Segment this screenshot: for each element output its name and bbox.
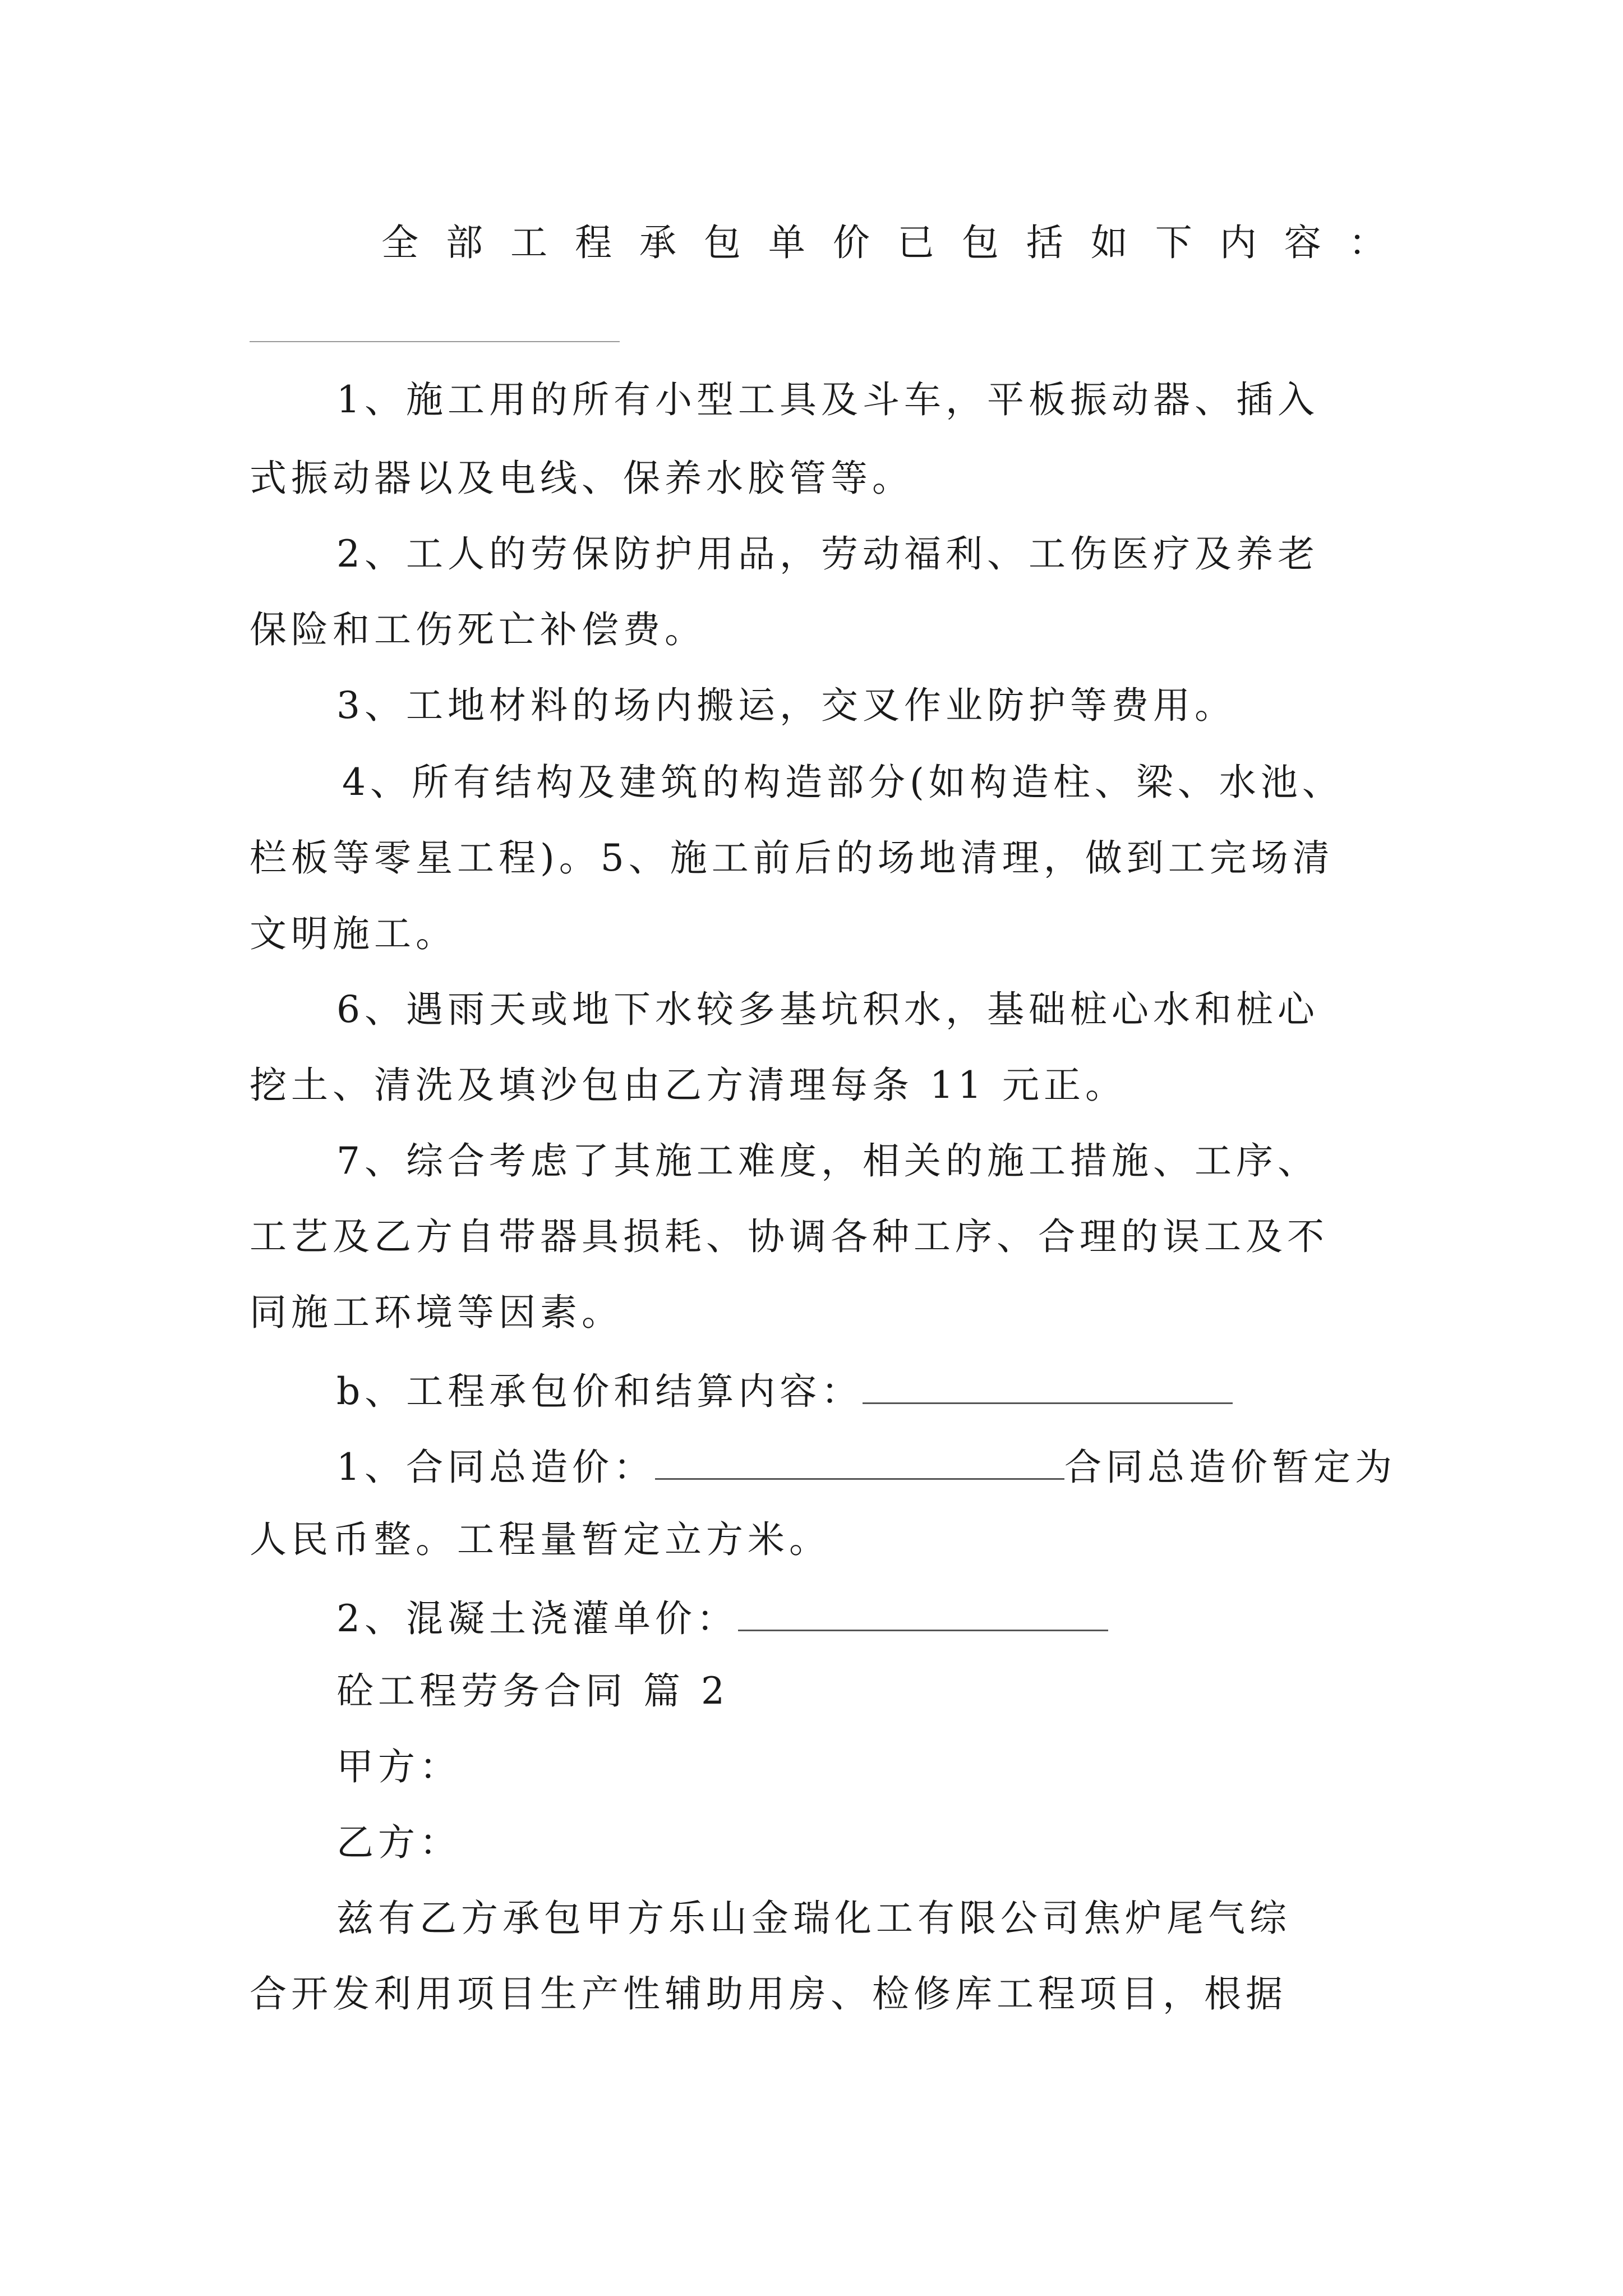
item-7-line-3: 同施工环境等因素。 — [250, 1291, 623, 1334]
item-7-line-1: 7、综合考虑了其施工难度，相关的施工措施、工序、 — [336, 1139, 1319, 1182]
item-4-line-1: 4、所有结构及建筑的构造部分(如构造柱、梁、水池、 — [342, 761, 1344, 804]
section-b-label: b、工程承包价和结算内容： — [336, 1370, 863, 1413]
unit-price-label: 2、混凝土浇灌单价： — [336, 1597, 738, 1640]
unit-price-blank[interactable] — [738, 1597, 1108, 1631]
contract-price-suffix: 合同总造价暂定为 — [1064, 1446, 1396, 1489]
item-4-line-2: 栏板等零星工程)。5、施工前后的场地清理，做到工完场清 — [250, 836, 1334, 880]
heading: 全 部 工 程 承 包 单 价 已 包 括 如 下 内 容 ： — [381, 221, 1394, 264]
item-7-line-2: 工艺及乙方自带器具损耗、协调各种工序、合理的误工及不 — [250, 1215, 1329, 1258]
item-4-line-3: 文明施工。 — [250, 912, 457, 955]
item-2-line-2: 保险和工伤死亡补偿费。 — [250, 608, 706, 651]
item-6-line-1: 6、遇雨天或地下水较多基坑积水，基础桩心水和桩心 — [336, 988, 1319, 1031]
section-b-blank[interactable] — [863, 1370, 1233, 1404]
item-6-line-2: 挖土、清洗及填沙包由乙方清理每条 11 元正。 — [250, 1064, 1127, 1107]
part-2-title: 砼工程劳务合同 篇 2 — [336, 1669, 729, 1713]
body-line-1: 兹有乙方承包甲方乐山金瑞化工有限公司焦炉尾气综 — [336, 1897, 1291, 1940]
item-2-line-1: 2、工人的劳保防护用品，劳动福利、工伤医疗及养老 — [336, 532, 1319, 576]
contract-price-line — [336, 1446, 1396, 1489]
contract-price-line-2: 人民币整。工程量暂定立方米。 — [250, 1518, 831, 1561]
item-1-line-2: 式振动器以及电线、保养水胶管等。 — [250, 457, 914, 500]
section-b-line — [336, 1370, 1233, 1413]
contract-price-blank[interactable] — [655, 1446, 1064, 1480]
party-b-label: 乙方： — [336, 1821, 461, 1864]
body-line-2: 合开发利用项目生产性辅助用房、检修库工程项目，根据 — [250, 1972, 1287, 2016]
party-a-label: 甲方： — [336, 1745, 461, 1788]
unit-price-line — [336, 1597, 1108, 1640]
contract-price-label: 1、合同总造价： — [336, 1446, 655, 1489]
item-1-line-1: 1、施工用的所有小型工具及斗车，平板振动器、插入 — [336, 378, 1319, 421]
item-3: 3、工地材料的场内搬运，交叉作业防护等费用。 — [336, 684, 1236, 727]
heading-underline — [250, 341, 620, 342]
